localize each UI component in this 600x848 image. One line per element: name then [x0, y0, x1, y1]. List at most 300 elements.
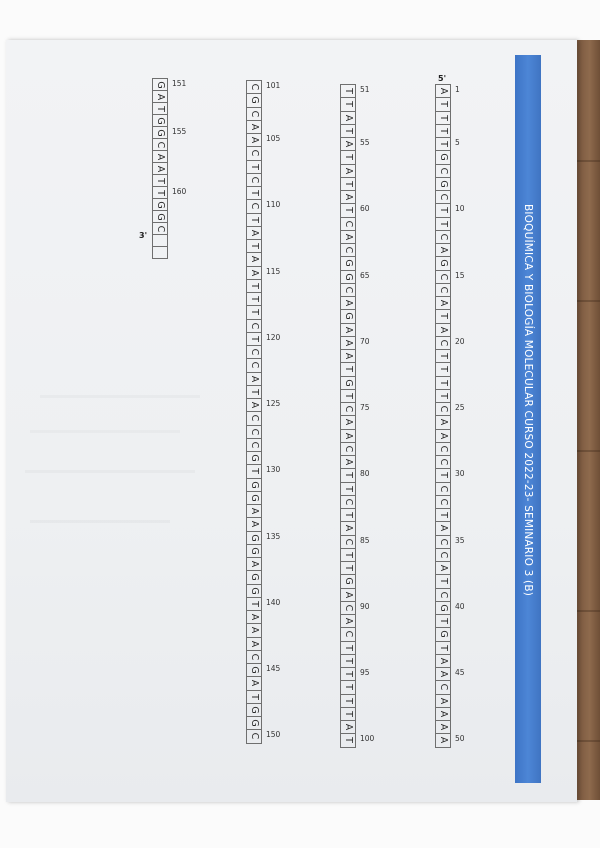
position-marker: 160	[172, 187, 187, 196]
nucleotide-base: G	[342, 312, 354, 321]
nucleotide-base: T	[248, 693, 260, 700]
nucleotide-cell	[340, 309, 356, 323]
nucleotide-cell	[340, 720, 356, 734]
position-marker: 135	[266, 531, 281, 541]
nucleotide-cell	[435, 164, 451, 178]
nucleotide-cell	[435, 111, 451, 125]
position-marker: 150	[266, 730, 281, 740]
position-marker: 151	[172, 79, 187, 88]
nucleotide-base: A	[342, 352, 354, 360]
nucleotide-cell	[435, 124, 451, 138]
nucleotide-cell	[435, 84, 451, 98]
nucleotide-cell	[340, 336, 356, 350]
nucleotide-cell	[340, 707, 356, 721]
nucleotide-base: T	[437, 141, 449, 148]
nucleotide-base: G	[248, 480, 260, 489]
nucleotide-cell	[435, 190, 451, 204]
nucleotide-base: A	[248, 136, 260, 144]
nucleotide-base: T	[437, 472, 449, 479]
nucleotide-base: C	[342, 538, 354, 545]
nucleotide-base: C	[248, 441, 260, 449]
nucleotide-base: G	[248, 573, 260, 582]
nucleotide-base: T	[437, 207, 449, 214]
nucleotide-cell	[340, 270, 356, 284]
position-marker: 115	[266, 266, 281, 276]
nucleotide-base: C	[248, 653, 260, 661]
nucleotide-cell	[246, 650, 262, 664]
position-marker: 80	[360, 469, 370, 479]
position-marker: 130	[266, 465, 281, 475]
nucleotide-cell	[435, 402, 451, 416]
nucleotide-cell	[246, 345, 262, 359]
nucleotide-base: C	[248, 322, 260, 329]
position-marker: 5	[455, 138, 460, 147]
nucleotide-base: G	[437, 153, 449, 162]
position-marker: 45	[455, 668, 465, 677]
nucleotide-cell	[246, 398, 262, 412]
position-marker: 100	[360, 734, 375, 744]
nucleotide-cell	[246, 597, 262, 611]
nucleotide-cell	[246, 676, 262, 690]
nucleotide-base: A	[154, 153, 166, 160]
nucleotide-cell	[435, 150, 451, 164]
nucleotide-base: A	[437, 299, 449, 307]
nucleotide-base: C	[248, 110, 260, 117]
nucleotide-base: T	[437, 353, 449, 360]
nucleotide-base: T	[154, 105, 166, 112]
nucleotide-base: G	[154, 128, 166, 137]
nucleotide-cell	[340, 627, 356, 641]
nucleotide-base: C	[154, 225, 166, 232]
nucleotide-cell	[435, 429, 451, 443]
position-marker: 145	[266, 664, 281, 673]
nucleotide-base: C	[437, 286, 449, 294]
nucleotide-cell	[340, 641, 356, 655]
nucleotide-base: C	[437, 167, 449, 174]
nucleotide-cell	[340, 574, 356, 588]
nucleotide-base: C	[437, 538, 449, 545]
nucleotide-base: C	[342, 604, 354, 612]
nucleotide-cell	[340, 508, 356, 522]
nucleotide-base: T	[248, 335, 260, 342]
nucleotide-cell	[435, 296, 451, 310]
nucleotide-base: T	[437, 366, 449, 373]
nucleotide-base: T	[437, 114, 449, 121]
nucleotide-cell	[435, 694, 451, 708]
nucleotide-cell	[340, 442, 356, 456]
nucleotide-cell	[435, 720, 451, 734]
nucleotide-base: T	[342, 565, 354, 572]
nucleotide-cell	[435, 733, 451, 747]
nucleotide-cell	[340, 601, 356, 615]
nucleotide-cell	[340, 535, 356, 549]
nucleotide-cell	[340, 614, 356, 628]
nucleotide-cell	[435, 508, 451, 522]
nucleotide-base: T	[342, 127, 354, 134]
nucleotide-base: A	[248, 613, 260, 621]
nucleotide-base: G	[248, 547, 260, 555]
nucleotide-cell	[435, 548, 451, 562]
nucleotide-cell	[246, 491, 262, 505]
nucleotide-cell	[340, 521, 356, 535]
nucleotide-cell	[435, 137, 451, 151]
nucleotide-cell	[246, 637, 262, 651]
nucleotide-base: G	[248, 96, 260, 105]
nucleotide-base: A	[342, 617, 354, 625]
nucleotide-base: A	[154, 165, 166, 172]
nucleotide-base: T	[248, 190, 260, 197]
nucleotide-cell	[246, 438, 262, 452]
nucleotide-base: T	[248, 282, 260, 289]
nucleotide-base: A	[342, 339, 354, 347]
nucleotide-cell	[435, 654, 451, 668]
nucleotide-base: A	[437, 670, 449, 678]
nucleotide-cell	[435, 707, 451, 721]
nucleotide-cell	[435, 680, 451, 694]
nucleotide-base: T	[248, 600, 260, 607]
nucleotide-base: T	[342, 101, 354, 108]
nucleotide-cell	[340, 150, 356, 164]
nucleotide-cell	[435, 627, 451, 641]
empty-cell	[152, 246, 168, 259]
nucleotide-cell	[435, 256, 451, 270]
nucleotide-cell	[246, 266, 262, 280]
nucleotide-cell	[246, 239, 262, 253]
position-marker: 125	[266, 399, 281, 408]
nucleotide-cell	[340, 561, 356, 575]
nucleotide-base: T	[342, 88, 354, 95]
worksheet-paper	[6, 40, 577, 802]
nucleotide-cell	[435, 323, 451, 337]
nucleotide-base: G	[437, 630, 449, 639]
nucleotide-cell	[340, 402, 356, 416]
nucleotide-base: G	[342, 577, 354, 586]
nucleotide-cell	[340, 137, 356, 151]
position-marker: 101	[266, 81, 281, 90]
nucleotide-base: T	[437, 512, 449, 519]
nucleotide-cell	[435, 601, 451, 615]
nucleotide-base: T	[342, 671, 354, 678]
nucleotide-cell	[246, 610, 262, 624]
nucleotide-cell	[435, 389, 451, 403]
nucleotide-base: A	[248, 560, 260, 568]
position-marker: 35	[455, 535, 465, 545]
nucleotide-base: A	[248, 521, 260, 528]
position-marker: 50	[455, 734, 465, 744]
nucleotide-base: A	[437, 419, 449, 426]
nucleotide-cell	[340, 190, 356, 204]
nucleotide-cell	[340, 164, 356, 178]
nucleotide-base: A	[248, 401, 260, 409]
nucleotide-base: G	[248, 666, 260, 674]
nucleotide-cell	[340, 654, 356, 668]
nucleotide-base: C	[342, 498, 354, 506]
nucleotide-base: T	[437, 618, 449, 625]
nucleotide-cell	[340, 296, 356, 310]
nucleotide-cell	[435, 376, 451, 390]
nucleotide-cell	[435, 177, 451, 191]
nucleotide-base: G	[342, 272, 354, 281]
nucleotide-cell	[246, 504, 262, 518]
nucleotide-base: C	[248, 150, 260, 157]
nucleotide-base: G	[437, 259, 449, 268]
nucleotide-cell	[246, 252, 262, 266]
position-marker: 65	[360, 270, 370, 280]
nucleotide-base: C	[342, 631, 354, 638]
nucleotide-base: A	[342, 167, 354, 174]
nucleotide-base: T	[342, 710, 354, 717]
nucleotide-base: T	[342, 180, 354, 187]
nucleotide-base: T	[437, 379, 449, 386]
nucleotide-cell	[246, 385, 262, 399]
nucleotide-cell	[435, 574, 451, 588]
nucleotide-base: C	[437, 551, 449, 559]
nucleotide-cell	[340, 482, 356, 496]
nucleotide-cell	[340, 415, 356, 429]
nucleotide-cell	[246, 570, 262, 584]
nucleotide-base: T	[248, 468, 260, 475]
nucleotide-base: T	[248, 243, 260, 250]
nucleotide-base: C	[437, 684, 449, 691]
nucleotide-cell	[246, 305, 262, 319]
nucleotide-base: A	[342, 140, 354, 148]
nucleotide-cell	[340, 429, 356, 443]
nucleotide-cell	[435, 442, 451, 456]
position-marker: 20	[455, 336, 465, 346]
position-marker: 51	[360, 85, 370, 94]
faint-backside-text	[30, 520, 170, 523]
nucleotide-cell	[435, 283, 451, 297]
nucleotide-cell	[246, 663, 262, 677]
nucleotide-cell	[340, 667, 356, 681]
nucleotide-base: T	[248, 309, 260, 316]
nucleotide-cell	[246, 173, 262, 187]
nucleotide-base: A	[437, 657, 449, 665]
nucleotide-cell	[246, 319, 262, 333]
nucleotide-base: C	[437, 445, 449, 453]
nucleotide-base: C	[248, 176, 260, 184]
nucleotide-cell	[246, 703, 262, 717]
nucleotide-cell	[340, 111, 356, 125]
nucleotide-base: A	[342, 723, 354, 731]
nucleotide-cell	[340, 733, 356, 747]
nucleotide-base: G	[248, 719, 260, 727]
nucleotide-cell	[435, 336, 451, 350]
nucleotide-base: C	[248, 428, 260, 435]
nucleotide-base: C	[342, 220, 354, 227]
nucleotide-base: T	[342, 644, 354, 651]
nucleotide-base: G	[437, 604, 449, 612]
nucleotide-cell	[435, 230, 451, 244]
nucleotide-cell	[246, 199, 262, 213]
nucleotide-base: A	[342, 432, 354, 439]
nucleotide-cell	[435, 588, 451, 602]
nucleotide-cell	[246, 279, 262, 293]
nucleotide-base: T	[437, 644, 449, 651]
nucleotide-cell	[435, 349, 451, 363]
nucleotide-base: G	[248, 454, 260, 462]
nucleotide-cell	[246, 146, 262, 160]
position-marker: 60	[360, 204, 370, 214]
position-marker: 70	[360, 336, 370, 346]
nucleotide-base: G	[248, 494, 260, 502]
nucleotide-base: A	[342, 299, 354, 307]
nucleotide-base: T	[154, 189, 166, 196]
nucleotide-cell	[246, 690, 262, 704]
nucleotide-cell	[246, 478, 262, 492]
nucleotide-base: A	[248, 229, 260, 237]
position-marker: 25	[455, 403, 465, 412]
nucleotide-base: T	[342, 392, 354, 399]
position-marker: 95	[360, 668, 370, 677]
course-header-title: BIOQUÍMICA Y BIOLOGÍA MOLECULAR CURSO 2022-23- SEMINARIO 3 (B)	[522, 203, 534, 597]
nucleotide-base: T	[342, 366, 354, 373]
nucleotide-cell	[246, 372, 262, 386]
nucleotide-base: A	[437, 432, 449, 439]
nucleotide-base: C	[248, 362, 260, 369]
nucleotide-cell	[340, 243, 356, 257]
faint-backside-text	[40, 395, 200, 398]
nucleotide-base: A	[342, 193, 354, 201]
nucleotide-base: T	[154, 177, 166, 184]
nucleotide-cell	[246, 226, 262, 240]
nucleotide-cell	[435, 415, 451, 429]
five-prime-label: 5'	[438, 74, 447, 83]
nucleotide-cell	[340, 124, 356, 138]
nucleotide-cell	[340, 694, 356, 708]
nucleotide-base: T	[342, 551, 354, 558]
nucleotide-base: T	[248, 216, 260, 223]
position-marker: 1	[455, 85, 460, 94]
nucleotide-cell	[246, 292, 262, 306]
nucleotide-base: A	[342, 114, 354, 121]
nucleotide-cell	[340, 349, 356, 363]
nucleotide-base: C	[248, 203, 260, 210]
nucleotide-base: A	[248, 269, 260, 276]
nucleotide-cell	[435, 309, 451, 323]
nucleotide-cell	[246, 186, 262, 200]
nucleotide-cell	[246, 531, 262, 545]
nucleotide-cell	[246, 160, 262, 174]
nucleotide-base: A	[437, 697, 449, 704]
nucleotide-base: A	[437, 723, 449, 731]
nucleotide-base: G	[154, 200, 166, 209]
nucleotide-cell	[340, 376, 356, 390]
nucleotide-cell	[435, 614, 451, 628]
nucleotide-cell	[435, 362, 451, 376]
nucleotide-base: G	[248, 586, 260, 595]
nucleotide-cell	[246, 584, 262, 598]
nucleotide-cell	[435, 641, 451, 655]
position-marker: 155	[172, 127, 187, 136]
nucleotide-base: C	[437, 485, 449, 492]
nucleotide-base: G	[437, 180, 449, 188]
nucleotide-base: A	[437, 525, 449, 532]
nucleotide-base: T	[437, 127, 449, 134]
nucleotide-cell	[246, 544, 262, 558]
nucleotide-base: A	[248, 640, 260, 647]
nucleotide-base: C	[248, 733, 260, 740]
nucleotide-base: A	[342, 233, 354, 241]
nucleotide-base: T	[342, 207, 354, 214]
nucleotide-base: A	[248, 256, 260, 263]
position-marker: 30	[455, 469, 465, 479]
nucleotide-base: A	[248, 123, 260, 131]
nucleotide-cell	[246, 213, 262, 227]
nucleotide-cell	[435, 270, 451, 284]
nucleotide-cell	[435, 468, 451, 482]
nucleotide-cell	[246, 107, 262, 121]
nucleotide-base: T	[342, 485, 354, 492]
nucleotide-cell	[246, 93, 262, 107]
nucleotide-base: A	[437, 710, 449, 718]
nucleotide-cell	[246, 358, 262, 372]
nucleotide-cell	[340, 389, 356, 403]
nucleotide-cell	[340, 362, 356, 376]
nucleotide-cell	[435, 482, 451, 496]
nucleotide-base: A	[248, 375, 260, 382]
nucleotide-cell	[435, 495, 451, 509]
position-marker: 15	[455, 270, 465, 280]
nucleotide-cell	[246, 425, 262, 439]
nucleotide-cell	[340, 323, 356, 337]
nucleotide-cell	[435, 455, 451, 469]
nucleotide-base: T	[248, 163, 260, 170]
nucleotide-base: A	[248, 627, 260, 634]
position-marker: 120	[266, 332, 281, 342]
nucleotide-base: G	[248, 706, 260, 714]
faint-backside-text	[25, 470, 195, 473]
nucleotide-cell	[435, 667, 451, 681]
nucleotide-cell	[246, 623, 262, 637]
nucleotide-cell	[340, 203, 356, 217]
nucleotide-cell	[340, 256, 356, 270]
nucleotide-base: A	[248, 507, 260, 515]
position-marker: 85	[360, 535, 370, 545]
nucleotide-cell	[246, 80, 262, 94]
nucleotide-base: T	[437, 101, 449, 108]
nucleotide-cell	[246, 332, 262, 346]
position-marker: 140	[266, 597, 281, 607]
nucleotide-base: T	[342, 697, 354, 704]
nucleotide-cell	[246, 120, 262, 134]
nucleotide-base: C	[342, 246, 354, 254]
nucleotide-cell	[246, 411, 262, 425]
nucleotide-base: A	[342, 591, 354, 598]
nucleotide-base: C	[154, 141, 166, 148]
nucleotide-base: C	[437, 339, 449, 347]
nucleotide-base: T	[248, 296, 260, 303]
nucleotide-base: T	[342, 684, 354, 691]
nucleotide-base: C	[437, 193, 449, 201]
nucleotide-cell	[435, 217, 451, 231]
nucleotide-base: T	[342, 472, 354, 479]
nucleotide-cell	[340, 97, 356, 111]
nucleotide-cell	[435, 97, 451, 111]
nucleotide-base: T	[342, 737, 354, 744]
nucleotide-base: A	[342, 458, 354, 466]
nucleotide-base: C	[437, 458, 449, 466]
nucleotide-cell	[340, 680, 356, 694]
nucleotide-cell	[246, 451, 262, 465]
nucleotide-cell	[340, 84, 356, 98]
nucleotide-base: T	[437, 220, 449, 227]
position-marker: 10	[455, 204, 465, 214]
nucleotide-base: C	[342, 405, 354, 413]
nucleotide-cell	[435, 203, 451, 217]
three-prime-label: 3'	[139, 231, 148, 240]
nucleotide-base: T	[342, 154, 354, 161]
